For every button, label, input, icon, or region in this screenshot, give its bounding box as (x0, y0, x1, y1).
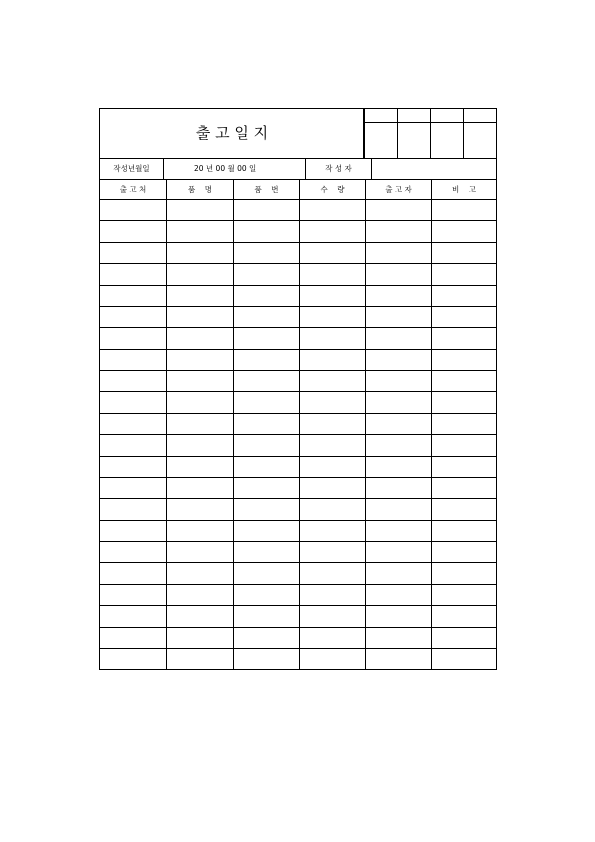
table-cell[interactable] (365, 200, 431, 220)
table-cell[interactable] (431, 585, 496, 605)
table-row (100, 414, 496, 435)
table-cell[interactable] (100, 478, 166, 498)
table-cell[interactable] (299, 200, 365, 220)
table-cell[interactable] (299, 328, 365, 349)
table-cell[interactable] (233, 392, 299, 413)
table-row (100, 649, 496, 670)
table-cell[interactable] (431, 606, 496, 627)
table-cell[interactable] (431, 457, 496, 477)
table-cell[interactable] (365, 606, 431, 627)
table-row (100, 286, 496, 307)
table-cell[interactable] (431, 328, 496, 349)
approval-sign-cell[interactable] (364, 123, 397, 158)
approval-header-cell[interactable] (430, 109, 463, 123)
table-row (100, 542, 496, 563)
approval-sign-cell[interactable] (397, 123, 430, 158)
table-cell[interactable] (233, 243, 299, 263)
table-cell[interactable] (431, 414, 496, 434)
table-cell[interactable] (233, 499, 299, 520)
table-cell[interactable] (233, 478, 299, 498)
table-cell[interactable] (299, 414, 365, 434)
table-cell[interactable] (365, 350, 431, 370)
table-cell[interactable] (431, 371, 496, 391)
table-cell[interactable] (100, 499, 166, 520)
table-cell[interactable] (299, 243, 365, 263)
table-cell[interactable] (166, 414, 233, 434)
table-cell[interactable] (431, 649, 496, 669)
table-cell[interactable] (233, 521, 299, 541)
writer-label: 작 성 자 (305, 159, 371, 179)
table-cell[interactable] (100, 542, 166, 562)
table-row (100, 563, 496, 585)
table-cell[interactable] (365, 585, 431, 605)
table-cell[interactable] (431, 521, 496, 541)
table-cell[interactable] (100, 392, 166, 413)
table-cell[interactable] (233, 628, 299, 648)
table-cell[interactable] (100, 628, 166, 648)
approval-sign-cell[interactable] (430, 123, 463, 158)
table-cell[interactable] (166, 563, 233, 584)
column-header: 품 명 (166, 180, 233, 199)
date-value[interactable]: 20 년 00 월 00 일 (163, 159, 305, 179)
table-cell[interactable] (100, 200, 166, 220)
table-cell[interactable] (100, 457, 166, 477)
table-cell[interactable] (299, 606, 365, 627)
table-cell[interactable] (431, 221, 496, 242)
table-cell[interactable] (299, 628, 365, 648)
table-cell[interactable] (233, 307, 299, 327)
approval-header-cell[interactable] (463, 109, 496, 123)
table-cell[interactable] (166, 606, 233, 627)
table-cell[interactable] (431, 435, 496, 456)
table-cell[interactable] (365, 563, 431, 584)
table-cell[interactable] (431, 542, 496, 562)
table-cell[interactable] (233, 414, 299, 434)
table-cell[interactable] (299, 350, 365, 370)
table-cell[interactable] (233, 200, 299, 220)
table-cell[interactable] (166, 499, 233, 520)
table-cell[interactable] (365, 499, 431, 520)
table-row (100, 328, 496, 350)
table-row (100, 243, 496, 264)
table-cell[interactable] (365, 307, 431, 327)
table-cell[interactable] (365, 286, 431, 306)
table-cell[interactable] (100, 350, 166, 370)
table-cell[interactable] (166, 478, 233, 498)
table-cell[interactable] (365, 264, 431, 285)
table-cell[interactable] (431, 200, 496, 220)
table-cell[interactable] (365, 328, 431, 349)
table-cell[interactable] (100, 435, 166, 456)
table-cell[interactable] (233, 328, 299, 349)
approval-header-cell[interactable] (397, 109, 430, 123)
table-cell[interactable] (365, 435, 431, 456)
table-cell[interactable] (365, 521, 431, 541)
table-cell[interactable] (431, 478, 496, 498)
table-cell[interactable] (299, 307, 365, 327)
table-cell[interactable] (100, 371, 166, 391)
table-cell[interactable] (166, 457, 233, 477)
table-cell[interactable] (166, 435, 233, 456)
table-row (100, 606, 496, 628)
table-row (100, 628, 496, 649)
table-cell[interactable] (431, 392, 496, 413)
table-cell[interactable] (299, 521, 365, 541)
table-cell[interactable] (299, 371, 365, 391)
table-cell[interactable] (365, 371, 431, 391)
table-cell[interactable] (431, 243, 496, 263)
table-cell[interactable] (365, 414, 431, 434)
table-cell[interactable] (233, 221, 299, 242)
table-header-row (100, 180, 496, 200)
table-cell[interactable] (233, 649, 299, 669)
column-header: 수 량 (299, 180, 365, 199)
table-cell[interactable] (365, 243, 431, 263)
table-cell[interactable] (431, 350, 496, 370)
table-cell[interactable] (233, 542, 299, 562)
title-block (100, 109, 364, 158)
date-label: 작성년월일 (113, 164, 150, 173)
table-cell[interactable] (166, 371, 233, 391)
table-cell[interactable] (233, 606, 299, 627)
table-cell[interactable] (431, 628, 496, 648)
table-cell[interactable] (166, 286, 233, 306)
table-cell[interactable] (365, 392, 431, 413)
table-cell[interactable] (233, 264, 299, 285)
table-cell[interactable] (431, 499, 496, 520)
table-cell[interactable] (365, 457, 431, 477)
approval-box (364, 109, 496, 158)
table-cell[interactable] (233, 457, 299, 477)
table-cell[interactable] (166, 243, 233, 263)
table-cell[interactable] (233, 371, 299, 391)
table-row (100, 264, 496, 286)
table-cell[interactable] (100, 585, 166, 605)
table-cell[interactable] (365, 628, 431, 648)
table-row (100, 371, 496, 392)
table-cell[interactable] (233, 435, 299, 456)
table-cell[interactable] (166, 307, 233, 327)
table-cell[interactable] (100, 649, 166, 669)
table-row (100, 307, 496, 328)
table-cell[interactable] (166, 649, 233, 669)
table-cell[interactable] (100, 264, 166, 285)
table-cell[interactable] (166, 200, 233, 220)
table-cell[interactable] (299, 221, 365, 242)
table-cell[interactable] (100, 328, 166, 349)
table-cell[interactable] (299, 392, 365, 413)
info-row (100, 158, 496, 180)
table-cell[interactable] (100, 286, 166, 306)
table-cell[interactable] (233, 563, 299, 584)
table-row (100, 221, 496, 243)
table-cell[interactable] (166, 264, 233, 285)
table-cell[interactable] (100, 606, 166, 627)
approval-sign-cell[interactable] (463, 123, 496, 158)
table-cell[interactable] (299, 585, 365, 605)
table-cell[interactable] (100, 414, 166, 434)
table-cell[interactable] (233, 286, 299, 306)
table-cell[interactable] (233, 350, 299, 370)
table-cell[interactable] (365, 542, 431, 562)
table-cell[interactable] (100, 521, 166, 541)
table-row (100, 457, 496, 478)
table-cell[interactable] (431, 286, 496, 306)
table-cell[interactable] (365, 221, 431, 242)
table-cell[interactable] (299, 264, 365, 285)
table-cell[interactable] (365, 478, 431, 498)
column-header: 비 고 (431, 180, 496, 199)
table-cell[interactable] (365, 649, 431, 669)
table-row (100, 200, 496, 221)
table-cell[interactable] (166, 392, 233, 413)
table-cell[interactable] (100, 307, 166, 327)
table-cell[interactable] (166, 542, 233, 562)
table-cell[interactable] (166, 221, 233, 242)
table-cell[interactable] (166, 328, 233, 349)
table-cell[interactable] (166, 585, 233, 605)
table-row (100, 435, 496, 457)
approval-header-cell[interactable] (364, 109, 397, 123)
column-header: 출 고 자 (365, 180, 431, 199)
table-row (100, 392, 496, 414)
table-cell[interactable] (431, 563, 496, 584)
table-cell[interactable] (299, 563, 365, 584)
table-cell[interactable] (166, 350, 233, 370)
table-cell[interactable] (166, 521, 233, 541)
column-header: 품 번 (233, 180, 299, 199)
table-row (100, 585, 496, 606)
table-cell[interactable] (299, 649, 365, 669)
table-row (100, 521, 496, 542)
table-cell[interactable] (299, 435, 365, 456)
table-row (100, 499, 496, 521)
table-cell[interactable] (431, 307, 496, 327)
table-cell[interactable] (299, 286, 365, 306)
table-cell[interactable] (431, 264, 496, 285)
table-cell[interactable] (299, 542, 365, 562)
table-cell[interactable] (166, 628, 233, 648)
table-cell[interactable] (100, 221, 166, 242)
column-header: 출 고 처 (119, 185, 147, 194)
shipment-log-form (99, 108, 497, 670)
table-cell[interactable] (100, 243, 166, 263)
writer-value[interactable] (371, 159, 496, 179)
table-cell[interactable] (299, 457, 365, 477)
table-cell[interactable] (233, 585, 299, 605)
table-row (100, 350, 496, 371)
table-row (100, 478, 496, 499)
table-cell[interactable] (299, 499, 365, 520)
table-cell[interactable] (100, 563, 166, 584)
form-title: 출 고 일 지 (195, 124, 269, 142)
table-cell[interactable] (299, 478, 365, 498)
